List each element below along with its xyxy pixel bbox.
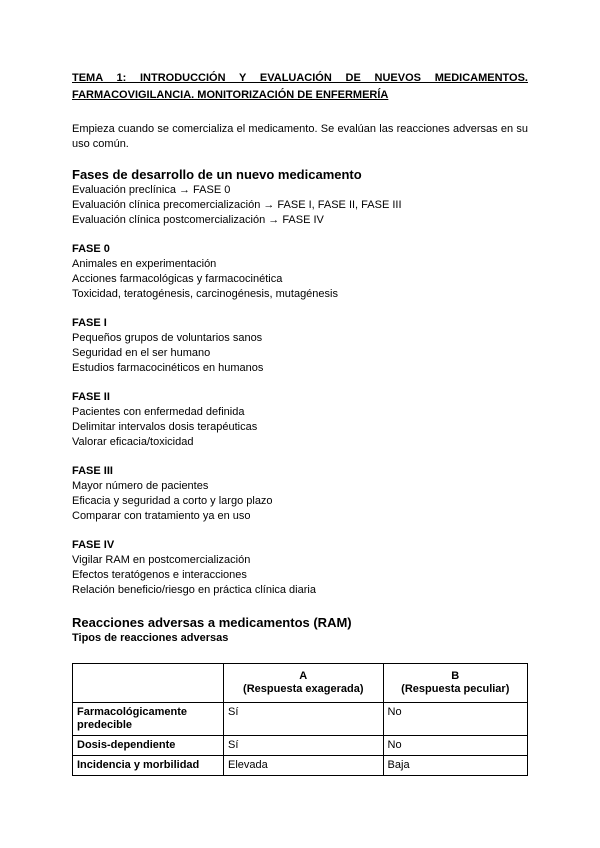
table-header-b xyxy=(383,664,527,703)
document-title xyxy=(72,70,528,104)
table-row xyxy=(73,756,528,776)
table-header-a xyxy=(224,664,384,703)
fase-0-heading: FASE 0 xyxy=(72,243,110,255)
fase-ii-list xyxy=(72,405,528,450)
list-item: Evaluación clínica precomercialización → FASE I, FASE II, FASE III xyxy=(72,199,402,211)
title-line-1: TEMA 1: INTRODUCCIÓN Y EVALUACIÓN DE NUEVOS MEDICAMENTOS. xyxy=(72,72,528,84)
list-item: Efectos teratógenos e interacciones xyxy=(72,569,247,581)
table-row xyxy=(73,703,528,736)
intro-paragraph: Empieza cuando se comercializa el medicamento. Se evalúan las reacciones adversas en su uso común. xyxy=(72,123,528,150)
row-label: Incidencia y morbilidad xyxy=(73,756,224,776)
row-label: Dosis-dependiente xyxy=(73,736,224,756)
cell-b: Baja xyxy=(383,756,527,776)
fase-iv-heading: FASE IV xyxy=(72,539,115,551)
fase-iii-heading: FASE III xyxy=(72,465,113,477)
list-item: Pacientes con enfermedad definida xyxy=(72,406,245,418)
title-line-2: FARMACOVIGILANCIA. MONITORIZACIÓN DE ENFERMERÍA xyxy=(72,89,389,101)
fases-desarrollo-heading: Fases de desarrollo de un nuevo medicamento xyxy=(72,167,362,182)
ram-subheading: Tipos de reacciones adversas xyxy=(72,632,229,644)
list-item: Valorar eficacia/toxicidad xyxy=(72,436,194,448)
fases-desarrollo-list xyxy=(72,183,528,228)
ram-section xyxy=(72,615,528,776)
cell-b: No xyxy=(383,736,527,756)
list-item: Relación beneficio/riesgo en práctica clínica diaria xyxy=(72,584,316,596)
row-label: Farmacológicamente predecible xyxy=(73,703,224,736)
col-b-desc: (Respuesta peculiar) xyxy=(401,683,510,695)
list-item: Pequeños grupos de voluntarios sanos xyxy=(72,332,263,344)
list-item: Toxicidad, teratogénesis, carcinogénesis, mutagénesis xyxy=(72,288,338,300)
cell-a: Sí xyxy=(224,736,384,756)
fase-ii-heading: FASE II xyxy=(72,391,110,403)
fase-iv-list xyxy=(72,553,528,598)
table-row xyxy=(73,736,528,756)
list-item: Acciones farmacológicas y farmacocinética xyxy=(72,273,283,285)
col-b-letter: B xyxy=(451,670,460,682)
col-a-letter: A xyxy=(299,670,308,682)
list-item: Animales en experimentación xyxy=(72,258,217,270)
cell-b: No xyxy=(383,703,527,736)
list-item: Estudios farmacocinéticos en humanos xyxy=(72,362,264,374)
list-item: Vigilar RAM en postcomercialización xyxy=(72,554,251,566)
list-item: Seguridad en el ser humano xyxy=(72,347,211,359)
cell-a: Sí xyxy=(224,703,384,736)
fase-i-list xyxy=(72,331,528,376)
list-item: Delimitar intervalos dosis terapéuticas xyxy=(72,421,258,433)
list-item: Evaluación clínica postcomercialización → FASE IV xyxy=(72,214,324,226)
list-item: Comparar con tratamiento ya en uso xyxy=(72,510,251,522)
fase-iii-list xyxy=(72,479,528,524)
list-item: Mayor número de pacientes xyxy=(72,480,209,492)
fase-0-list xyxy=(72,257,528,302)
table-header-row xyxy=(73,664,528,703)
table-header-empty xyxy=(73,664,224,703)
ram-table xyxy=(72,663,528,776)
list-item: Eficacia y seguridad a corto y largo plazo xyxy=(72,495,273,507)
document-page xyxy=(72,70,528,776)
col-a-desc: (Respuesta exagerada) xyxy=(243,683,364,695)
ram-heading: Reacciones adversas a medicamentos (RAM) xyxy=(72,615,352,630)
cell-a: Elevada xyxy=(224,756,384,776)
fase-i-heading: FASE I xyxy=(72,317,107,329)
list-item: Evaluación preclínica → FASE 0 xyxy=(72,184,231,196)
